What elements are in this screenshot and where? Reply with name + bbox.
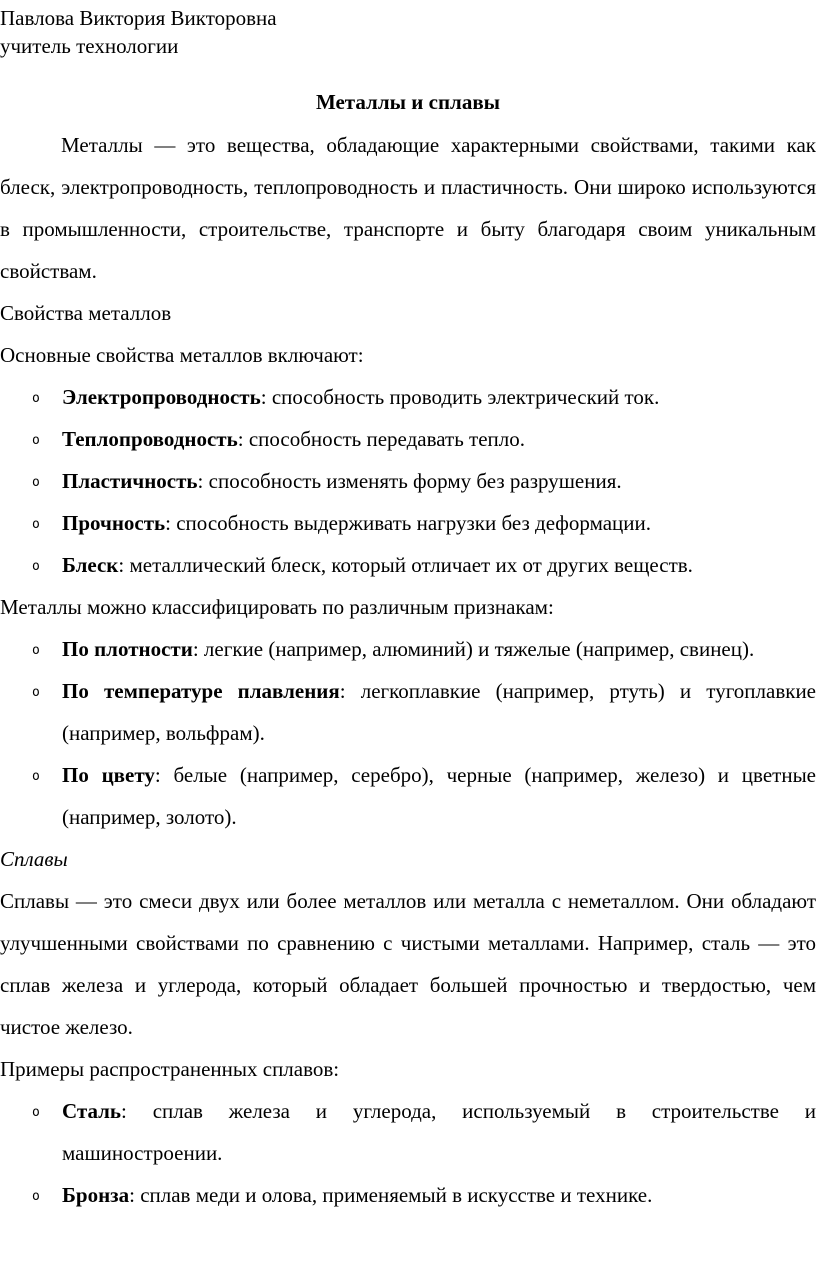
- alloy-text: : сплав меди и олова, применяемый в искусстве и технике.: [129, 1183, 653, 1207]
- bullet-marker: o: [32, 391, 40, 406]
- properties-heading: Свойства металлов: [0, 301, 172, 325]
- classification-list: [0, 628, 816, 838]
- properties-list: [0, 376, 816, 586]
- bullet-marker: o: [32, 475, 40, 490]
- intro-paragraph: Металлы — это вещества, обладающие характерными свойствами, такими как блеск, электропроводность, теплопроводность и пластичность. Они широко используются в промышленности, строительстве, транспорте и быту благодаря своим уникальным свойствам.: [0, 133, 816, 283]
- author-name: Павлова Виктория Викторовна: [0, 6, 277, 30]
- classification-term: По цвету: [62, 763, 155, 787]
- bullet-marker: o: [32, 769, 40, 784]
- list-item: [0, 1090, 816, 1174]
- property-term: Теплопроводность: [62, 427, 238, 451]
- document-title: Металлы и сплавы: [315, 90, 501, 114]
- author-block: [0, 4, 277, 60]
- document-body: [0, 124, 816, 1216]
- alloy-term: Сталь: [62, 1099, 122, 1123]
- list-item: [0, 502, 816, 544]
- property-text: : металлический блеск, который отличает их от других веществ.: [118, 553, 693, 577]
- property-term: Электропроводность: [62, 385, 261, 409]
- classification-lead: Металлы можно классифицировать по различным признакам:: [0, 595, 554, 619]
- list-item: [0, 376, 816, 418]
- bullet-marker: o: [32, 433, 40, 448]
- property-text: : способность проводить электрический ток.: [260, 385, 660, 409]
- list-item: [0, 544, 816, 586]
- classification-text: : легкоплавкие (например, ртуть) и тугоплавкие (например, вольфрам).: [62, 679, 816, 745]
- bullet-marker: o: [32, 517, 40, 532]
- classification-term: По температуре плавления: [62, 679, 340, 703]
- property-text: : способность изменять форму без разрушения.: [197, 469, 622, 493]
- alloy-text: : сплав железа и углерода, используемый в строительстве и машиностроении.: [62, 1099, 816, 1165]
- property-term: Блеск: [62, 553, 119, 577]
- alloy-term: Бронза: [62, 1183, 130, 1207]
- list-item: [0, 460, 816, 502]
- property-text: : способность выдерживать нагрузки без деформации.: [165, 511, 652, 535]
- alloys-list: [0, 1090, 816, 1216]
- bullet-marker: o: [32, 685, 40, 700]
- properties-lead: Основные свойства металлов включают:: [0, 343, 364, 367]
- list-item: [0, 1174, 816, 1216]
- list-item: [0, 628, 816, 670]
- classification-term: По плотности: [62, 637, 193, 661]
- bullet-marker: o: [32, 643, 40, 658]
- alloys-heading: Сплавы: [0, 847, 68, 871]
- author-position: учитель технологии: [0, 34, 179, 58]
- alloys-paragraph: Сплавы — это смеси двух или более металлов или металла с неметаллом. Они обладают улучшенными свойствами по сравнению с чистыми металлами. Например, сталь — это сплав железа и углерода, который обладает большей прочностью и твердостью, чем чистое железо.: [0, 889, 816, 1039]
- bullet-marker: o: [32, 559, 40, 574]
- list-item: [0, 754, 816, 838]
- list-item: [0, 418, 816, 460]
- classification-text: : легкие (например, алюминий) и тяжелые (например, свинец).: [192, 637, 755, 661]
- bullet-marker: o: [32, 1189, 40, 1204]
- property-term: Прочность: [62, 511, 166, 535]
- property-text: : способность передавать тепло.: [237, 427, 525, 451]
- alloys-lead: Примеры распространенных сплавов:: [0, 1057, 340, 1081]
- property-term: Пластичность: [62, 469, 198, 493]
- list-item: [0, 670, 816, 754]
- classification-text: : белые (например, серебро), черные (например, железо) и цветные (например, золото).: [62, 763, 816, 829]
- bullet-marker: o: [32, 1105, 40, 1120]
